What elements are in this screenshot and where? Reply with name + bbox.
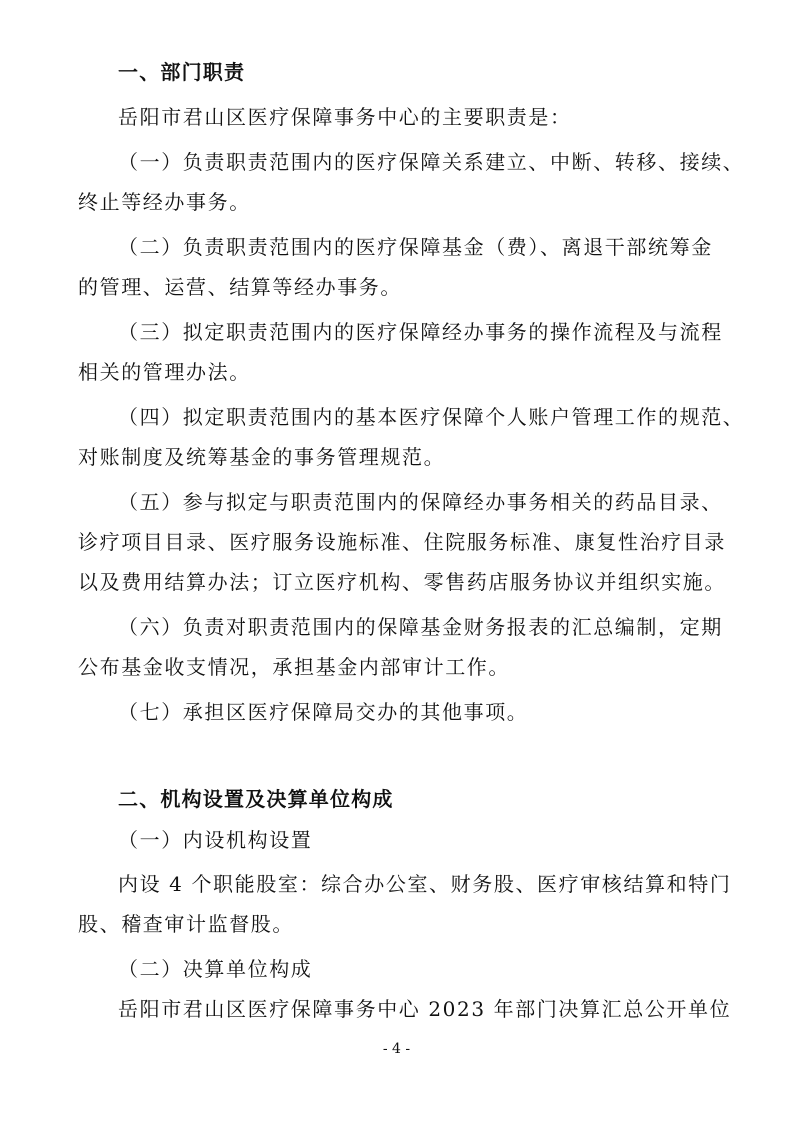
duty-item-5-line-2: 诊疗项目目录、医疗服务设施标准、住院服务标准、康复性治疗目录 [78, 530, 726, 554]
duty-item-2-line-1: （二）负责职责范围内的医疗保障基金（费）、离退干部统筹金 [118, 235, 713, 259]
section-1-heading: 一、部门职责 [118, 60, 246, 84]
section-1-intro: 岳阳市君山区医疗保障事务中心的主要职责是： [118, 105, 572, 129]
duty-item-2-line-2: 的管理、运营、结算等经办事务。 [78, 275, 402, 299]
section-2-sub-1-line-2: 股、稽查审计监督股。 [78, 912, 294, 936]
duty-item-6-line-2: 公布基金收支情况，承担基金内部审计工作。 [78, 655, 510, 679]
duty-item-1-line-2: 终止等经办事务。 [78, 190, 251, 214]
duty-item-4-line-1: （四）拟定职责范围内的基本医疗保障个人账户管理工作的规范、 [118, 405, 745, 429]
section-2-sub-1: （一）内设机构设置 [118, 828, 313, 852]
duty-item-1-line-1: （一）负责职责范围内的医疗保障关系建立、中断、转移、接续、 [118, 150, 745, 174]
section-2-sub-2: （二）决算单位构成 [118, 957, 313, 981]
duty-item-3-line-1: （三）拟定职责范围内的医疗保障经办事务的操作流程及与流程 [118, 320, 723, 344]
section-2-sub-1-line-1: 内设 4 个职能股室：综合办公室、财务股、医疗审核结算和特门 [118, 872, 732, 896]
section-2-sub-2-line-1: 岳阳市君山区医疗保障事务中心 2023 年部门决算汇总公开单位 [118, 997, 732, 1021]
duty-item-3-line-2: 相关的管理办法。 [78, 360, 251, 384]
duty-item-5-line-3: 以及费用结算办法；订立医疗机构、零售药店服务协议并组织实施。 [78, 570, 726, 594]
page-number: - 4 - [382, 1041, 411, 1057]
duty-item-6-line-1: （六）负责对职责范围内的保障基金财务报表的汇总编制，定期 [118, 615, 723, 639]
section-2-heading: 二、机构设置及决算单位构成 [118, 787, 394, 811]
duty-item-4-line-2: 对账制度及统筹基金的事务管理规范。 [78, 445, 446, 469]
duty-item-7-line-1: （七）承担区医疗保障局交办的其他事项。 [118, 700, 529, 724]
duty-item-5-line-1: （五）参与拟定与职责范围内的保障经办事务相关的药品目录、 [118, 490, 723, 514]
